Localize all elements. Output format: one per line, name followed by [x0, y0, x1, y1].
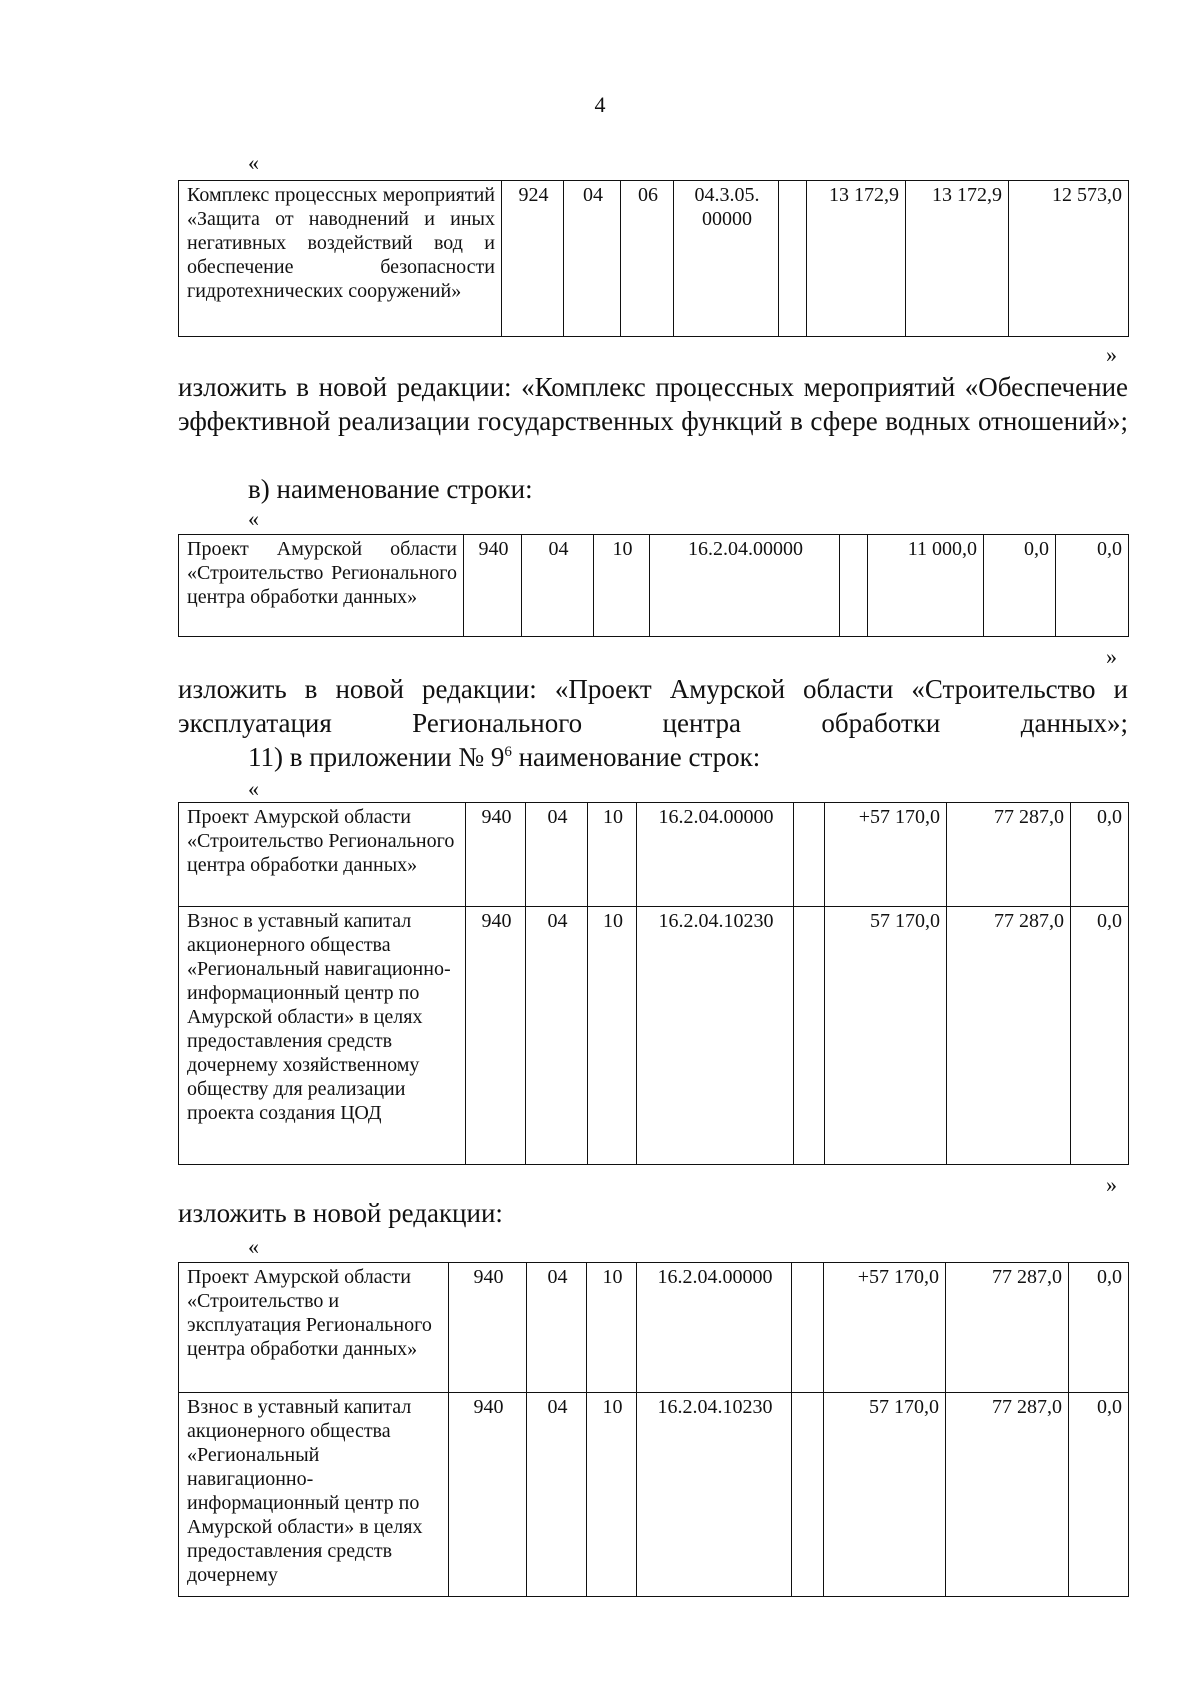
table-row	[179, 907, 1129, 1165]
cell-target: 16.2.04.00000	[637, 1263, 792, 1393]
row-name: Проект Амурской области «Строительство Регионального центра обработки данных»	[179, 535, 464, 637]
table-row	[179, 1393, 1129, 1597]
cell-target: 16.2.04.10230	[637, 1393, 792, 1597]
cell-subsection: 06	[621, 181, 674, 337]
cell-type	[792, 1393, 824, 1597]
cell-code: 940	[449, 1393, 527, 1597]
row-name: Взнос в уставный капитал акционерного общества «Региональный навигационно-информационный центр по Амурской области» в целях предоставления средств дочернему	[179, 1393, 449, 1597]
row-name: Комплекс процессных мероприятий «Защита от наводнений и иных негативных воздействий вод и обеспечение безопасности гидротехнических сооружений»	[179, 181, 502, 337]
table-row	[179, 803, 1129, 907]
cell-subsection: 10	[588, 803, 637, 907]
paragraph-2: в) наименование строки:	[248, 474, 533, 504]
cell-amount-2: 13 172,9	[906, 181, 1009, 337]
cell-code: 940	[449, 1263, 527, 1393]
cell-section: 04	[527, 1263, 587, 1393]
cell-target: 04.3.05. 00000	[674, 181, 779, 337]
table-row	[179, 1263, 1129, 1393]
paragraph-5: изложить в новой редакции:	[178, 1198, 503, 1228]
cell-amount-1: 13 172,9	[807, 181, 906, 337]
cell-amount-3: 0,0	[1056, 535, 1129, 637]
cell-type	[792, 1263, 824, 1393]
cell-code: 940	[464, 535, 522, 637]
cell-amount-3: 12 573,0	[1009, 181, 1129, 337]
cell-subsection: 10	[594, 535, 650, 637]
cell-code: 940	[466, 907, 526, 1165]
cell-amount-3: 0,0	[1071, 907, 1129, 1165]
cell-target: 16.2.04.10230	[637, 907, 794, 1165]
cell-section: 04	[527, 1393, 587, 1597]
cell-amount-3: 0,0	[1069, 1263, 1129, 1393]
paragraph-4: 11) в приложении № $9^6$ наименование строк:	[248, 742, 761, 772]
row-name: Проект Амурской области «Строительство Регионального центра обработки данных»	[179, 803, 466, 907]
cell-amount-2: 77 287,0	[946, 1263, 1069, 1393]
quote-open: «	[248, 150, 259, 175]
cell-subsection: 10	[587, 1263, 637, 1393]
cell-type	[779, 181, 807, 337]
table-2	[178, 534, 1129, 637]
cell-amount-1: 57 170,0	[825, 907, 947, 1165]
cell-target: 16.2.04.00000	[637, 803, 794, 907]
cell-amount-3: 0,0	[1069, 1393, 1129, 1597]
paragraph-1: изложить в новой редакции: «Комплекс процессных мероприятий «Обеспечение эффективной реализации государственных функций в сфере водных отношений»;	[178, 372, 1128, 436]
table-row	[179, 535, 1129, 637]
cell-code: 940	[466, 803, 526, 907]
row-name: Проект Амурской области «Строительство и эксплуатация Регионального центра обработки данных»	[179, 1263, 449, 1393]
quote-close: »	[1106, 342, 1117, 367]
cell-amount-1: +57 170,0	[824, 1263, 946, 1393]
quote-close: »	[1106, 1172, 1117, 1197]
cell-amount-2: 77 287,0	[947, 907, 1071, 1165]
table-row	[179, 181, 1129, 337]
quote-open: «	[248, 776, 259, 801]
cell-amount-2: 77 287,0	[946, 1393, 1069, 1597]
quote-close: »	[1106, 644, 1117, 669]
cell-subsection: 10	[588, 907, 637, 1165]
cell-section: 04	[526, 907, 588, 1165]
cell-code: 924	[502, 181, 564, 337]
cell-amount-2: 77 287,0	[947, 803, 1071, 907]
cell-amount-3: 0,0	[1071, 803, 1129, 907]
cell-target: 16.2.04.00000	[650, 535, 840, 637]
cell-subsection: 10	[587, 1393, 637, 1597]
cell-section: 04	[564, 181, 621, 337]
cell-type	[794, 803, 825, 907]
paragraph-3: изложить в новой редакции: «Проект Амурской области «Строительство и эксплуатация Регионального центра обработки данных»;	[178, 674, 1128, 738]
cell-section: 04	[526, 803, 588, 907]
cell-amount-2: 0,0	[984, 535, 1056, 637]
page-number: 4	[594, 92, 606, 117]
cell-type	[794, 907, 825, 1165]
cell-amount-1: 11 000,0	[868, 535, 984, 637]
quote-open: «	[248, 506, 259, 531]
cell-type	[840, 535, 868, 637]
table-1	[178, 180, 1129, 337]
row-name: Взнос в уставный капитал акционерного общества «Региональный навигационно-информационный центр по Амурской области» в целях предоставления средств дочернему хозяйственному обществу для реализации проекта создания ЦОД	[179, 907, 466, 1165]
cell-amount-1: +57 170,0	[825, 803, 947, 907]
table-3	[178, 802, 1129, 1165]
quote-open: «	[248, 1234, 259, 1259]
cell-amount-1: 57 170,0	[824, 1393, 946, 1597]
table-4	[178, 1262, 1129, 1597]
cell-section: 04	[522, 535, 594, 637]
